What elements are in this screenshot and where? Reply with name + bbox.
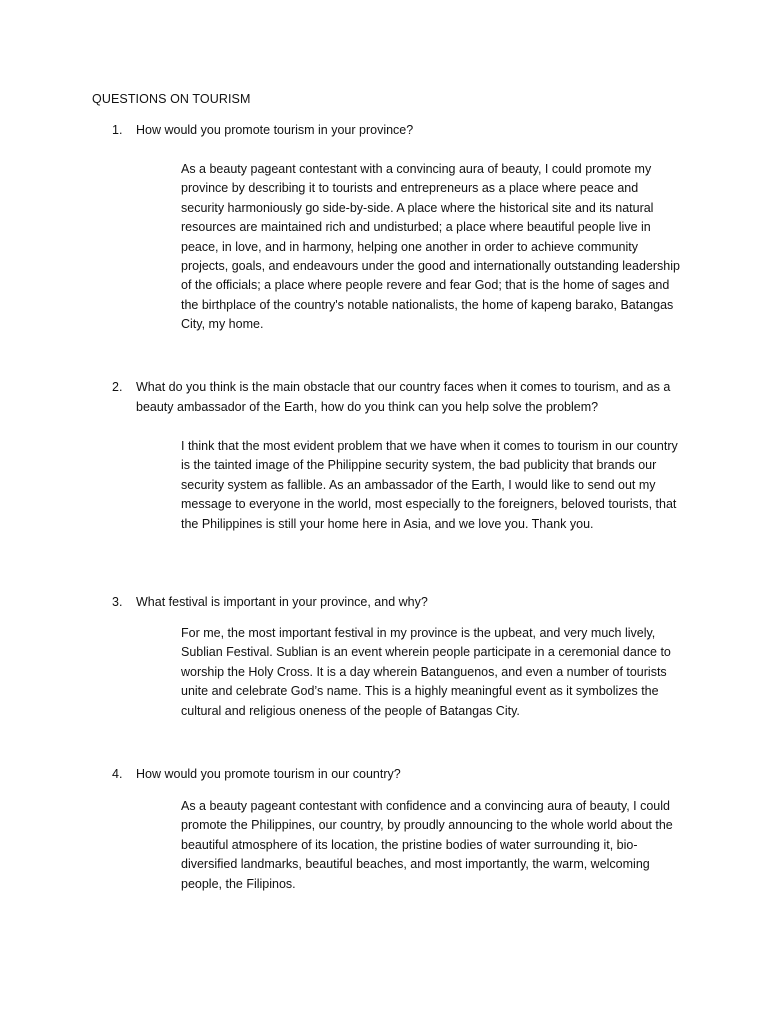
answer-1 (181, 160, 681, 335)
question-number: 2. (112, 380, 123, 394)
answer-text: For me, the most important festival in my province is the upbeat, and very much lively, Sublian Festival. Sublian is an event wherein people participate in a ceremonial dance to worship the Holy Cross. It is a day wherein Batanguenos, and even a number of tourists unite and celebrate God’s name. This is a highly meaningful event as it symbolizes the cultural and religious oneness of the people of Batangas City. (181, 626, 671, 718)
answer-text: I think that the most evident problem that we have when it comes to tourism in our country is the tainted image of the Philippine security system, the bad publicity that brands our security system as fallible. As an ambassador of the Earth, I would like to send out my message to everyone in the world, most especially to the foreigners, beloved tourists, that the Philippines is still your home here in Asia, and we love you. Thank you. (181, 439, 678, 531)
question-2 (112, 378, 692, 417)
answer-4 (181, 797, 681, 894)
question-number: 1. (112, 123, 123, 137)
answer-2 (181, 437, 681, 534)
answer-3 (181, 624, 681, 721)
answer-text: As a beauty pageant contestant with a convincing aura of beauty, I could promote my province by describing it to tourists and entrepreneurs as a place where peace and security harmoniously go side-by-side. A place where the historical site and its natural resources are maintained rich and undisturbed; a place where beautiful people live in peace, in love, and in harmony, helping one another in order to achieve community projects, goals, and endeavours under the good and internationally outstanding leadership of the officials; a place where people revere and fear God; that is the home of sages and the birthplace of the country's notable nationalists, the home of kapeng barako, Batangas City, my home. (181, 162, 680, 332)
question-number: 3. (112, 595, 123, 609)
question-text: What festival is important in your province, and why? (136, 595, 428, 609)
question-1 (112, 121, 692, 141)
question-text: How would you promote tourism in your province? (136, 123, 414, 137)
question-number: 4. (112, 767, 123, 781)
question-3 (112, 593, 692, 613)
question-text: What do you think is the main obstacle that our country faces when it comes to tourism, and as a beauty ambassador of the Earth, how do you think can you help solve the problem? (136, 380, 671, 414)
question-4 (112, 765, 692, 785)
question-text: How would you promote tourism in our country? (136, 767, 401, 781)
answer-text: As a beauty pageant contestant with confidence and a convincing aura of beauty, I could promote the Philippines, our country, by proudly announcing to the whole world about the beautiful atmosphere of its location, the pristine bodies of water surrounding it, bio-diversified landmarks, beautiful beaches, and most importantly, the warm, welcoming people, the Filipinos. (181, 799, 673, 891)
document-title: QUESTIONS ON TOURISM (92, 92, 251, 106)
